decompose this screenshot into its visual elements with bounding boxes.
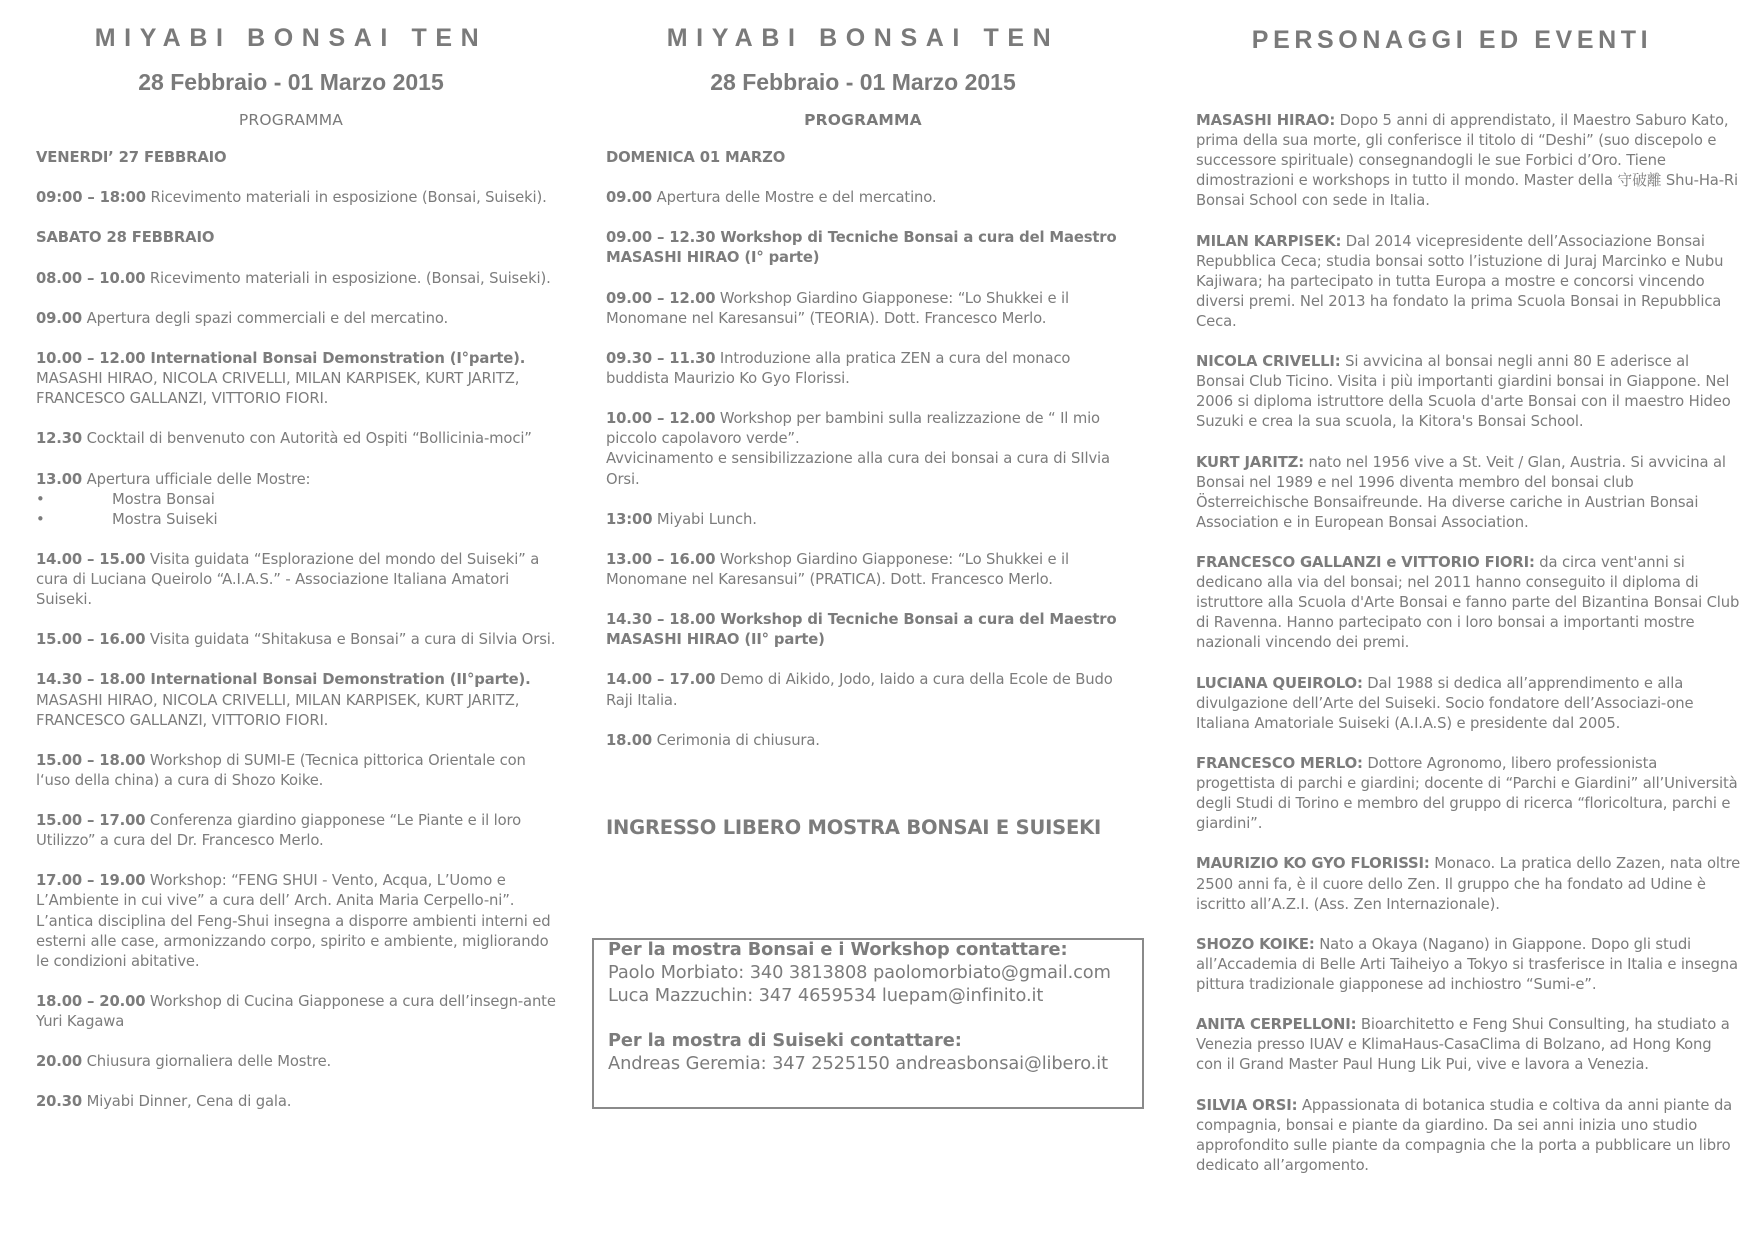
person-description: Dottore Agronomo, libero professionista progettista di parchi e giardini; docente di “Parchi e Giardini” all’Università degli Studi di Torino e membro del gruppo di ricerca “floricoltura, parchi e giardini”.: [1196, 755, 1738, 833]
person-description: Dal 2014 vicepresidente dell’Associazione Bonsai Repubblica Ceca; studia bonsai sotto l’istuzione di Juraj Marcinko e Nubu Kajiwara; ha partecipato in tutta Europa a mostre e concorsi vincendo diversi premi. Nel 2013 ha fondato la prima Scuola Bonsai in Repubblica Ceca.: [1196, 232, 1724, 330]
schedule-entry: [36, 811, 556, 851]
person-bio: [1196, 854, 1741, 914]
entry-time: 18.00 – 20.00: [36, 992, 146, 1010]
entry-time: 09.00 – 12.30 Workshop di Tecniche Bonsai a cura del Maestro MASASHI HIRAO (I° parte): [606, 229, 1117, 267]
entry-text: Demo di Aikido, Jodo, Iaido a cura della Ecole de Budo Raji Italia.: [606, 671, 1113, 709]
schedule-entry: [36, 630, 556, 650]
free-entry-notice: INGRESSO LIBERO MOSTRA BONSAI E SUISEKI: [606, 816, 1102, 839]
event-dates: 28 Febbraio - 01 Marzo 2015: [710, 69, 1016, 95]
entry-time: 17.00 – 19.00: [36, 872, 146, 890]
program-list: [606, 148, 1136, 751]
people-title: PERSONAGGI ED EVENTI: [1251, 26, 1653, 54]
contact-line: Paolo Morbiato: 340 3813808 paolomorbiato@gmail.com: [608, 962, 1111, 983]
entry-text: Visita guidata “Shitakusa e Bonsai” a cura di Silvia Orsi.: [145, 631, 556, 649]
entry-text: Workshop per bambini sulla realizzazione de “ Il mio piccolo capolavoro verde”.: [606, 410, 1100, 448]
schedule-entry: [36, 670, 556, 690]
suiseki-contact-label: Per la mostra di Suiseki contattare:: [608, 1030, 962, 1051]
people-list: [1196, 111, 1741, 1176]
bullet-text: Mostra Bonsai: [112, 490, 215, 508]
schedule-entry: [36, 550, 556, 610]
bonsai-contact-label: Per la mostra Bonsai e i Workshop contattare:: [608, 939, 1068, 960]
entry-text: Workshop: “FENG SHUI - Vento, Acqua, L’Uomo e L’Ambiente in cui vive” a cura dell’ Arch. Anita Maria Cerpello-ni”.: [36, 872, 515, 910]
program-label: PROGRAMMA: [238, 111, 344, 129]
person-description: nato nel 1956 vive a St. Veit / Glan, Austria. Si avvicina al Bonsai nel 1989 e nel 1996 diventa membro del bonsai club Österreichische Bonsaifreunde. Ha diverse cariche in Austrian Bonsai Association e in European Bonsai Association.: [1196, 453, 1726, 531]
schedule-entry: [36, 1052, 556, 1072]
entry-text: Chiusura giornaliera delle Mostre.: [82, 1053, 332, 1071]
entry-time: 10.00 – 12.00 International Bonsai Demonstration (I°parte).: [36, 349, 526, 367]
schedule-entry: [36, 871, 556, 911]
schedule-entry: [36, 349, 556, 369]
person-description: Bioarchitetto e Feng Shui Consulting, ha studiato a Venezia presso IUAV e KlimaHaus-CasaClima di Bolzano, ad Hong Kong con il Grand Master Paul Hung Lik Pui, vive e lavora a Venezia.: [1196, 1016, 1730, 1074]
person-description: Appassionata di botanica studia e coltiva da anni piante da compagnia, bonsai e piante da giardino. Da sei anni inizia uno studio approfondito sulle piante da compagnia che la porta a pubblicare un libro dedicato all’argomento.: [1196, 1096, 1733, 1174]
schedule-entry: [606, 670, 1136, 710]
schedule-entry: [36, 992, 556, 1032]
person-name: MILAN KARPISEK:: [1196, 232, 1342, 250]
entry-text: Workshop Giardino Giapponese: “Lo Shukkei e il Monomane nel Karesansui” (PRATICA). Dott. Francesco Merlo.: [606, 550, 1069, 588]
entry-time: 09.00 – 12.00: [606, 289, 716, 307]
entry-text: Miyabi Lunch.: [652, 510, 757, 528]
person-bio: [1196, 935, 1741, 995]
schedule-entry: [606, 188, 1136, 208]
schedule-entry: [36, 269, 556, 289]
entry-time: 14.00 – 15.00: [36, 550, 146, 568]
entry-time: 14.00 – 17.00: [606, 671, 716, 689]
entry-text: Introduzione alla pratica ZEN a cura del monaco buddista Maurizio Ko Gyo Florissi.: [606, 349, 1071, 388]
event-title: MIYABI BONSAI TEN: [666, 24, 1060, 52]
entry-time: 15.00 – 18.00: [36, 751, 146, 769]
entry-time: 13:00: [606, 510, 653, 528]
entry-time: 13.00: [36, 470, 83, 488]
entry-time: 09.30 – 11.30: [606, 349, 716, 367]
schedule-entry: [606, 610, 1136, 650]
entry-time: 08.00 – 10.00: [36, 269, 146, 287]
contact-info: [608, 938, 1111, 1075]
person-name: FRANCESCO GALLANZI e VITTORIO FIORI:: [1196, 554, 1535, 572]
person-bio: [1196, 553, 1741, 653]
entry-time: 12.30: [36, 430, 83, 448]
person-bio: [1196, 352, 1741, 432]
schedule-entry: [606, 510, 1136, 530]
person-bio: [1196, 1015, 1741, 1075]
person-name: ANITA CERPELLONI:: [1196, 1016, 1357, 1034]
schedule-entry: [606, 289, 1136, 329]
person-name: MAURIZIO KO GYO FLORISSI:: [1196, 855, 1430, 873]
bullet-text: Mostra Suiseki: [112, 510, 218, 528]
schedule-entry: [606, 349, 1136, 389]
entry-time: 09.00: [36, 309, 83, 327]
person-name: LUCIANA QUEIROLO:: [1196, 674, 1363, 692]
entry-text: Ricevimento materiali in esposizione (Bonsai, Suiseki).: [145, 189, 547, 207]
person-bio: [1196, 232, 1741, 332]
entry-time: 13.00 – 16.00: [606, 550, 716, 568]
entry-text: Cerimonia di chiusura.: [652, 731, 820, 749]
person-description: Monaco. La pratica dello Zazen, nata oltre 2500 anni fa, è il cuore dello Zen. Il gruppo che ha fondato ad Udine è iscritto all’A.Z.I. (Ass. Zen Internazionale).: [1196, 855, 1741, 913]
entry-text: Apertura ufficiale delle Mostre:: [82, 470, 311, 488]
bullet-item: [36, 510, 556, 530]
person-name: KURT JARITZ:: [1196, 453, 1304, 471]
entry-text: Cocktail di benvenuto con Autorità ed Ospiti “Bollicinia-moci”: [82, 430, 532, 448]
contact-box: [592, 938, 1144, 1109]
person-description: Si avvicina al bonsai negli anni 80 E aderisce al Bonsai Club Ticino. Visita i più importanti giardini bonsai in Giappone. Nel 2006 si diploma istruttore della Scuola d'arte Bonsai con il maestro Hideo Suzuki e crea la sua scuola, la Kitora's Bonsai School.: [1196, 353, 1731, 431]
entry-time: 20.00: [36, 1053, 83, 1071]
entry-text: Workshop di SUMI-E (Tecnica pittorica Orientale con l‘uso della china) a cura di Shozo Koike.: [36, 751, 526, 789]
entry-time: 15.00 – 16.00: [36, 631, 146, 649]
person-name: MASASHI HIRAO:: [1196, 112, 1336, 129]
person-bio: [1196, 1096, 1741, 1176]
entry-text: Apertura degli spazi commerciali e del mercatino.: [82, 309, 449, 327]
schedule-entry: [36, 188, 556, 208]
entry-text: Miyabi Dinner, Cena di gala.: [82, 1093, 292, 1111]
entry-time: 09.00: [606, 189, 653, 207]
day-heading: VENERDI’ 27 FEBBRAIO: [36, 149, 227, 166]
entry-extra: MASASHI HIRAO, NICOLA CRIVELLI, MILAN KARPISEK, KURT JARITZ, FRANCESCO GALLANZI, VITTORIO FIORI.: [36, 691, 520, 729]
schedule-entry: [606, 228, 1136, 268]
program-list: [36, 148, 556, 1113]
person-description: Nato a Okaya (Nagano) in Giappone. Dopo gli studi all’Accademia di Belle Arti Taiheiyo a Tokyo si trasferisce in Italia e insegna pittura tradizionale giapponese ad inchiostro “Sumi-e”.: [1196, 935, 1738, 994]
bullet-icon: •: [36, 490, 45, 508]
day-heading: DOMENICA 01 MARZO: [606, 149, 786, 166]
entry-extra: Avvicinamento e sensibilizzazione alla cura dei bonsai a cura di SIlvia Orsi.: [606, 450, 1110, 488]
program-label: PROGRAMMA: [804, 111, 922, 129]
person-name: SHOZO KOIKE:: [1196, 935, 1315, 953]
person-name: SILVIA ORSI:: [1196, 1096, 1298, 1114]
schedule-entry: [606, 550, 1136, 590]
entry-time: 18.00: [606, 731, 653, 749]
person-bio: [1196, 453, 1741, 533]
day-heading: SABATO 28 FEBBRAIO: [36, 229, 215, 247]
event-dates: 28 Febbraio - 01 Marzo 2015: [138, 69, 444, 95]
schedule-entry: [36, 470, 556, 490]
entry-text: Workshop Giardino Giapponese: “Lo Shukkei e il Monomane nel Karesansui” (TEORIA). Dott. Francesco Merlo.: [606, 289, 1069, 327]
entry-time: 10.00 – 12.00: [606, 410, 716, 428]
person-name: NICOLA CRIVELLI:: [1196, 353, 1341, 371]
entry-text: Workshop di Cucina Giapponese a cura dell’insegn-ante Yuri Kagawa: [36, 992, 556, 1031]
schedule-entry: [606, 731, 1136, 751]
entry-text: Ricevimento materiali in esposizione. (Bonsai, Suiseki).: [145, 269, 551, 287]
event-title: MIYABI BONSAI TEN: [94, 24, 488, 52]
entry-time: 14.30 – 18.00 International Bonsai Demonstration (II°parte).: [36, 671, 531, 689]
person-description: Dopo 5 anni di apprendistato, il Maestro Saburo Kato, prima della sua morte, gli conferisce il titolo di “Deshi” (suo discepolo e successore spirituale) consegnandogli le sue Forbici d’Oro. Tiene dimostrazioni e workshops in tutto il mondo. Master della 守破離 Shu-Ha-Ri Bonsai School con sede in Italia.: [1196, 112, 1738, 210]
entry-time: 20.30: [36, 1093, 83, 1111]
person-bio: [1196, 674, 1741, 734]
entry-text: Visita guidata “Esplorazione del mondo del Suiseki” a cura di Luciana Queirolo “A.I.A.S.” - Associazione Italiana Amatori Suiseki.: [36, 550, 540, 609]
contact-line: Luca Mazzuchin: 347 4659534 luepam@infinito.it: [608, 985, 1044, 1006]
schedule-entry: [36, 751, 556, 791]
entry-time: 15.00 – 17.00: [36, 812, 146, 830]
entry-extra: MASASHI HIRAO, NICOLA CRIVELLI, MILAN KARPISEK, KURT JARITZ, FRANCESCO GALLANZI, VITTORIO FIORI.: [36, 370, 520, 408]
entry-text: Apertura delle Mostre e del mercatino.: [652, 189, 937, 207]
bullet-icon: •: [36, 510, 45, 528]
person-bio: [1196, 111, 1741, 211]
person-bio: [1196, 754, 1741, 834]
entry-time: 14.30 – 18.00 Workshop di Tecniche Bonsai a cura del Maestro MASASHI HIRAO (II° parte): [606, 611, 1117, 649]
person-description: da circa vent'anni si dedicano alla via del bonsai; nel 2011 hanno conseguito il diploma di istruttore alla Scuola d'Arte Bonsai e fanno parte del Bizantina Bonsai Club di Ravenna. Hanno partecipato con i loro bonsai a importanti mostre nazionali vincendo dei premi.: [1196, 554, 1740, 652]
schedule-entry: [36, 1092, 556, 1112]
schedule-entry: [606, 409, 1136, 449]
schedule-entry: [36, 309, 556, 329]
person-name: FRANCESCO MERLO:: [1196, 755, 1363, 772]
contact-line: Andreas Geremia: 347 2525150 andreasbonsai@libero.it: [608, 1053, 1108, 1074]
person-description: Dal 1988 si dedica all’apprendimento e alla divulgazione dell’Arte del Suiseki. Socio fondatore dell’Associazi-one Italiana Amatoriale Suiseki (A.I.A.S) e presidente dal 2005.: [1196, 674, 1694, 732]
entry-extra: L’antica disciplina del Feng-Shui insegna a disporre ambienti interni ed esterni alle case, armonizzando corpo, spirito e ambiente, migliorando le condizioni abitative.: [36, 912, 551, 970]
entry-time: 09:00 – 18:00: [36, 189, 146, 207]
schedule-entry: [36, 429, 556, 449]
entry-text: Conferenza giardino giapponese “Le Piante e il loro Utilizzo” a cura del Dr. Francesco Merlo.: [36, 812, 522, 850]
bullet-item: [36, 490, 556, 510]
